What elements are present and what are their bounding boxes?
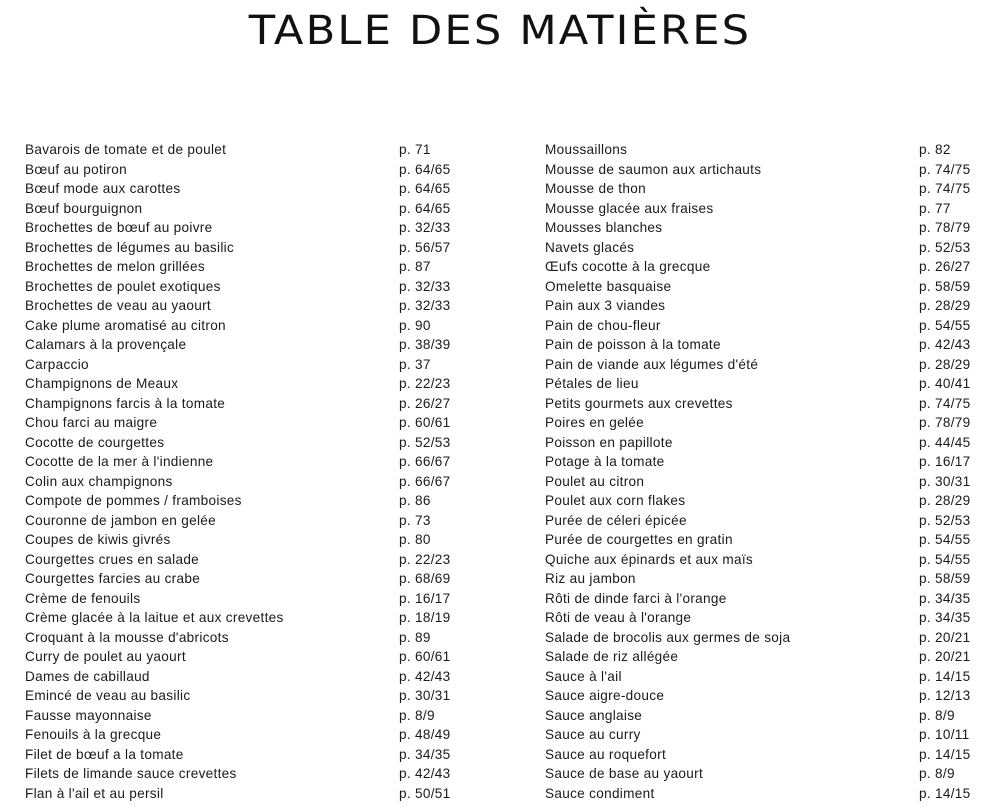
- toc-entry-page: p. 30/31: [399, 688, 451, 703]
- toc-entry-page: p. 44/45: [919, 434, 971, 450]
- toc-entry: [545, 394, 995, 414]
- toc-entry-title: Couronne de jambon en gelée: [25, 512, 216, 528]
- toc-entry-page: p. 74/75: [919, 181, 971, 196]
- toc-entry: [545, 277, 995, 297]
- toc-entry: [25, 667, 500, 687]
- toc-entry-page: p. 38/39: [399, 337, 451, 352]
- toc-entry: [545, 199, 995, 219]
- toc-entry-page: p. 89: [399, 629, 431, 645]
- toc-entry-page: p. 74/75: [919, 395, 971, 411]
- toc-entry-page: p. 8/9: [919, 766, 955, 781]
- toc-entry: [25, 589, 500, 609]
- toc-entry-title: Navets glacés: [545, 239, 635, 255]
- toc-entry-page: p. 60/61: [399, 415, 451, 430]
- toc-entry-page: p. 28/29: [919, 356, 971, 372]
- toc-entry-page: p. 32/33: [399, 220, 451, 235]
- toc-entry-page: p. 87: [399, 259, 431, 274]
- toc-entry: [545, 374, 995, 394]
- toc-entry: [545, 784, 995, 804]
- toc-entry-title: Cocotte de la mer à l'indienne: [25, 454, 214, 469]
- toc-entry: [545, 686, 995, 706]
- toc-entry-page: p. 18/19: [399, 610, 451, 625]
- toc-entry: [25, 433, 500, 453]
- toc-column-right: [545, 140, 995, 803]
- toc-column-left: [25, 140, 500, 803]
- toc-entry-title: Pétales de lieu: [545, 376, 639, 391]
- toc-entry: [25, 394, 500, 414]
- toc-entry-page: p. 14/15: [919, 668, 971, 684]
- toc-entry-page: p. 71: [399, 142, 431, 157]
- toc-entry: [545, 452, 995, 472]
- toc-entry-page: p. 68/69: [399, 571, 451, 586]
- toc-entry-title: Potage à la tomate: [545, 454, 665, 469]
- toc-entry: [25, 452, 500, 472]
- toc-entry-title: Filets de limande sauce crevettes: [25, 766, 237, 781]
- toc-entry: [545, 355, 995, 375]
- toc-entry-title: Sauce condiment: [545, 785, 655, 801]
- toc-entry-page: p. 22/23: [399, 551, 451, 567]
- toc-entry: [545, 725, 995, 745]
- toc-entry: [545, 667, 995, 687]
- toc-entry: [545, 628, 995, 648]
- toc-entry-page: p. 42/43: [399, 766, 451, 781]
- toc-entry-page: p. 58/59: [919, 278, 971, 294]
- toc-entry-page: p. 40/41: [919, 376, 971, 391]
- toc-entry: [545, 647, 995, 667]
- toc-entry-page: p. 8/9: [919, 707, 955, 723]
- toc-entry-page: p. 34/35: [399, 746, 451, 762]
- toc-entry-title: Champignons de Meaux: [25, 376, 179, 391]
- toc-entry: [545, 569, 995, 589]
- toc-entry: [25, 511, 500, 531]
- toc-entry-page: p. 34/35: [919, 590, 971, 606]
- toc-entry: [25, 569, 500, 589]
- toc-entry: [25, 140, 500, 160]
- toc-entry-title: Courgettes farcies au crabe: [25, 571, 201, 586]
- toc-entry-title: Pain de viande aux légumes d'été: [545, 356, 759, 372]
- toc-entry-title: Emincé de veau au basilic: [25, 688, 191, 703]
- toc-entry: [545, 550, 995, 570]
- toc-entry: [545, 316, 995, 336]
- toc-entry-title: Brochettes de veau au yaourt: [25, 298, 211, 313]
- toc-entry-title: Bœuf mode aux carottes: [25, 181, 181, 196]
- toc-entry-title: Pain de chou-fleur: [545, 317, 661, 333]
- toc-entry: [25, 316, 500, 336]
- toc-entry-title: Pain de poisson à la tomate: [545, 337, 721, 352]
- toc-entry: [25, 355, 500, 375]
- toc-entry: [25, 530, 500, 550]
- toc-entry-page: p. 78/79: [919, 415, 971, 430]
- toc-entry-title: Cocotte de courgettes: [25, 434, 165, 450]
- toc-entry-page: p. 56/57: [399, 239, 451, 255]
- toc-entry-title: Filet de bœuf a la tomate: [25, 746, 184, 762]
- toc-entry-page: p. 14/15: [919, 785, 971, 801]
- toc-entry-title: Chou farci au maigre: [25, 415, 158, 430]
- toc-entry: [545, 179, 995, 199]
- toc-entry: [545, 218, 995, 238]
- toc-entry-title: Croquant à la mousse d'abricots: [25, 629, 229, 645]
- toc-entry: [545, 511, 995, 531]
- toc-entry-page: p. 82: [919, 142, 951, 157]
- toc-entry-title: Purée de céleri épicée: [545, 512, 687, 528]
- toc-entry: [545, 764, 995, 784]
- toc-entry-title: Sauce au roquefort: [545, 746, 667, 762]
- toc-entry: [25, 784, 500, 804]
- toc-entry-title: Sauce de base au yaourt: [545, 766, 704, 781]
- toc-entry: [25, 160, 500, 180]
- toc-entry-page: p. 28/29: [919, 298, 971, 313]
- toc-entry: [545, 413, 995, 433]
- toc-entry-page: p. 20/21: [919, 649, 971, 664]
- toc-entry-title: Moussaillons: [545, 142, 628, 157]
- toc-entry-title: Champignons farcis à la tomate: [25, 395, 226, 411]
- toc-entry: [545, 589, 995, 609]
- toc-entry: [25, 745, 500, 765]
- toc-entry-title: Fenouils à la grecque: [25, 727, 162, 742]
- toc-entry: [25, 706, 500, 726]
- toc-entry-title: Brochettes de légumes au basilic: [25, 239, 235, 255]
- toc-entry-page: p. 54/55: [919, 551, 971, 567]
- toc-entry-title: Dames de cabillaud: [25, 668, 150, 684]
- toc-entry: [545, 257, 995, 277]
- toc-entry-title: Calamars à la provençale: [25, 337, 187, 352]
- toc-entry-page: p. 28/29: [919, 493, 971, 508]
- toc-entry: [545, 140, 995, 160]
- toc-entry-page: p. 66/67: [399, 473, 451, 489]
- toc-entry: [545, 335, 995, 355]
- toc-entry: [25, 686, 500, 706]
- toc-entry-page: p. 78/79: [919, 220, 971, 235]
- toc-entry-title: Compote de pommes / framboises: [25, 493, 242, 508]
- toc-entry: [545, 160, 995, 180]
- toc-entry-page: p. 30/31: [919, 473, 971, 489]
- toc-entry-page: p. 90: [399, 317, 431, 333]
- toc-entry-title: Rôti de veau à l'orange: [545, 610, 692, 625]
- toc-entry-page: p. 74/75: [919, 161, 971, 177]
- toc-entry-title: Mousse glacée aux fraises: [545, 200, 714, 216]
- toc-entry-title: Sauce anglaise: [545, 707, 643, 723]
- toc-entry-page: p. 10/11: [919, 727, 970, 742]
- toc-entry-page: p. 12/13: [919, 688, 971, 703]
- toc-entry-page: p. 42/43: [919, 337, 971, 352]
- toc-entry: [545, 472, 995, 492]
- toc-entry-page: p. 52/53: [919, 512, 971, 528]
- toc-entry: [25, 277, 500, 297]
- toc-entry: [25, 199, 500, 219]
- toc-entry-title: Sauce aigre-douce: [545, 688, 665, 703]
- toc-entry-title: Petits gourmets aux crevettes: [545, 395, 733, 411]
- toc-entry: [25, 296, 500, 316]
- toc-entry-page: p. 64/65: [399, 181, 451, 196]
- toc-entry-page: p. 86: [399, 493, 431, 508]
- toc-entry-title: Sauce à l'ail: [545, 668, 622, 684]
- toc-entry-page: p. 64/65: [399, 161, 451, 177]
- toc-entry: [545, 433, 995, 453]
- toc-entry-title: Quiche aux épinards et aux maïs: [545, 551, 754, 567]
- toc-entry-title: Poulet aux corn flakes: [545, 493, 686, 508]
- toc-entry-page: p. 32/33: [399, 298, 451, 313]
- toc-entry-page: p. 22/23: [399, 376, 451, 391]
- toc-entry-page: p. 77: [919, 200, 951, 216]
- toc-entry: [25, 608, 500, 628]
- toc-entry-title: Sauce au curry: [545, 727, 641, 742]
- toc-entry-title: Crème glacée à la laitue et aux crevettes: [25, 610, 284, 625]
- toc-entry-title: Mousse de thon: [545, 181, 646, 196]
- toc-entry: [25, 472, 500, 492]
- toc-entry: [25, 257, 500, 277]
- toc-entry-title: Poulet au citron: [545, 473, 645, 489]
- toc-entry-title: Curry de poulet au yaourt: [25, 649, 186, 664]
- toc-entry-page: p. 16/17: [919, 454, 971, 469]
- toc-entry-title: Cake plume aromatisé au citron: [25, 317, 226, 333]
- toc-entry-title: Poires en gelée: [545, 415, 644, 430]
- toc-entry: [25, 218, 500, 238]
- toc-entry: [545, 706, 995, 726]
- toc-entry: [25, 238, 500, 258]
- toc-entry: [545, 745, 995, 765]
- toc-entry-title: Mousse de saumon aux artichauts: [545, 161, 762, 177]
- toc-entry-title: Salade de riz allégée: [545, 649, 679, 664]
- toc-entry: [545, 608, 995, 628]
- toc-entry-page: p. 34/35: [919, 610, 971, 625]
- toc-entry: [25, 550, 500, 570]
- toc-entry-title: Brochettes de bœuf au poivre: [25, 220, 213, 235]
- toc-entry-page: p. 54/55: [919, 532, 971, 547]
- toc-entry-title: Pain aux 3 viandes: [545, 298, 666, 313]
- toc-entry-title: Rôti de dinde farci à l'orange: [545, 590, 727, 606]
- toc-entry-title: Colin aux champignons: [25, 473, 173, 489]
- toc-entry-page: p. 16/17: [399, 590, 451, 606]
- toc-entry-page: p. 80: [399, 532, 431, 547]
- toc-entry-page: p. 20/21: [919, 629, 971, 645]
- toc-entry-title: Brochettes de poulet exotiques: [25, 278, 221, 294]
- toc-entry: [25, 374, 500, 394]
- toc-entry-title: Courgettes crues en salade: [25, 551, 200, 567]
- toc-entry: [25, 647, 500, 667]
- toc-entry-page: p. 73: [399, 512, 431, 528]
- toc-entry-page: p. 26/27: [399, 395, 451, 411]
- page-title: TABLE DES MATIÈRES: [248, 8, 752, 54]
- toc-entry-title: Coupes de kiwis givrés: [25, 532, 171, 547]
- toc-entry-page: p. 37: [399, 356, 431, 372]
- toc-entry-title: Fausse mayonnaise: [25, 707, 152, 723]
- toc-entry-page: p. 8/9: [399, 707, 435, 723]
- toc-entry-page: p. 48/49: [399, 727, 451, 742]
- toc-entry: [25, 725, 500, 745]
- toc-entry: [25, 628, 500, 648]
- toc-entry-page: p. 50/51: [399, 785, 451, 801]
- toc-entry-title: Brochettes de melon grillées: [25, 259, 205, 274]
- toc-entry-title: Poisson en papillote: [545, 434, 673, 450]
- toc-entry: [545, 491, 995, 511]
- toc-entry-page: p. 14/15: [919, 746, 971, 762]
- toc-entry-title: Flan à l'ail et au persil: [25, 785, 164, 801]
- toc-entry-title: Carpaccio: [25, 356, 89, 372]
- toc-entry-title: Mousses blanches: [545, 220, 663, 235]
- toc-entry: [25, 491, 500, 511]
- toc-entry-page: p. 32/33: [399, 278, 451, 294]
- toc-entry: [25, 335, 500, 355]
- toc-entry-page: p. 26/27: [919, 259, 971, 274]
- toc-entry-title: Crème de fenouils: [25, 590, 141, 606]
- toc-entry-page: p. 58/59: [919, 571, 971, 586]
- toc-entry-page: p. 52/53: [919, 239, 971, 255]
- toc-entry: [25, 179, 500, 199]
- toc-entry-page: p. 60/61: [399, 649, 451, 664]
- toc-entry: [545, 296, 995, 316]
- toc-entry-title: Purée de courgettes en gratin: [545, 532, 733, 547]
- toc-entry-title: Bœuf au potiron: [25, 161, 127, 177]
- toc-entry: [545, 530, 995, 550]
- toc-entry-page: p. 54/55: [919, 317, 971, 333]
- toc-entry: [545, 238, 995, 258]
- toc-entry-page: p. 42/43: [399, 668, 451, 684]
- toc-entry-page: p. 52/53: [399, 434, 451, 450]
- toc-entry-title: Bœuf bourguignon: [25, 200, 143, 216]
- toc-entry-page: p. 64/65: [399, 200, 451, 216]
- toc-entry: [25, 764, 500, 784]
- toc-entry-title: Œufs cocotte à la grecque: [545, 259, 711, 274]
- toc-entry-title: Riz au jambon: [545, 571, 636, 586]
- toc-entry-title: Omelette basquaise: [545, 278, 672, 294]
- toc-entry-title: Bavarois de tomate et de poulet: [25, 142, 227, 157]
- toc-entry-page: p. 66/67: [399, 454, 451, 469]
- toc-entry: [25, 413, 500, 433]
- toc-entry-title: Salade de brocolis aux germes de soja: [545, 629, 791, 645]
